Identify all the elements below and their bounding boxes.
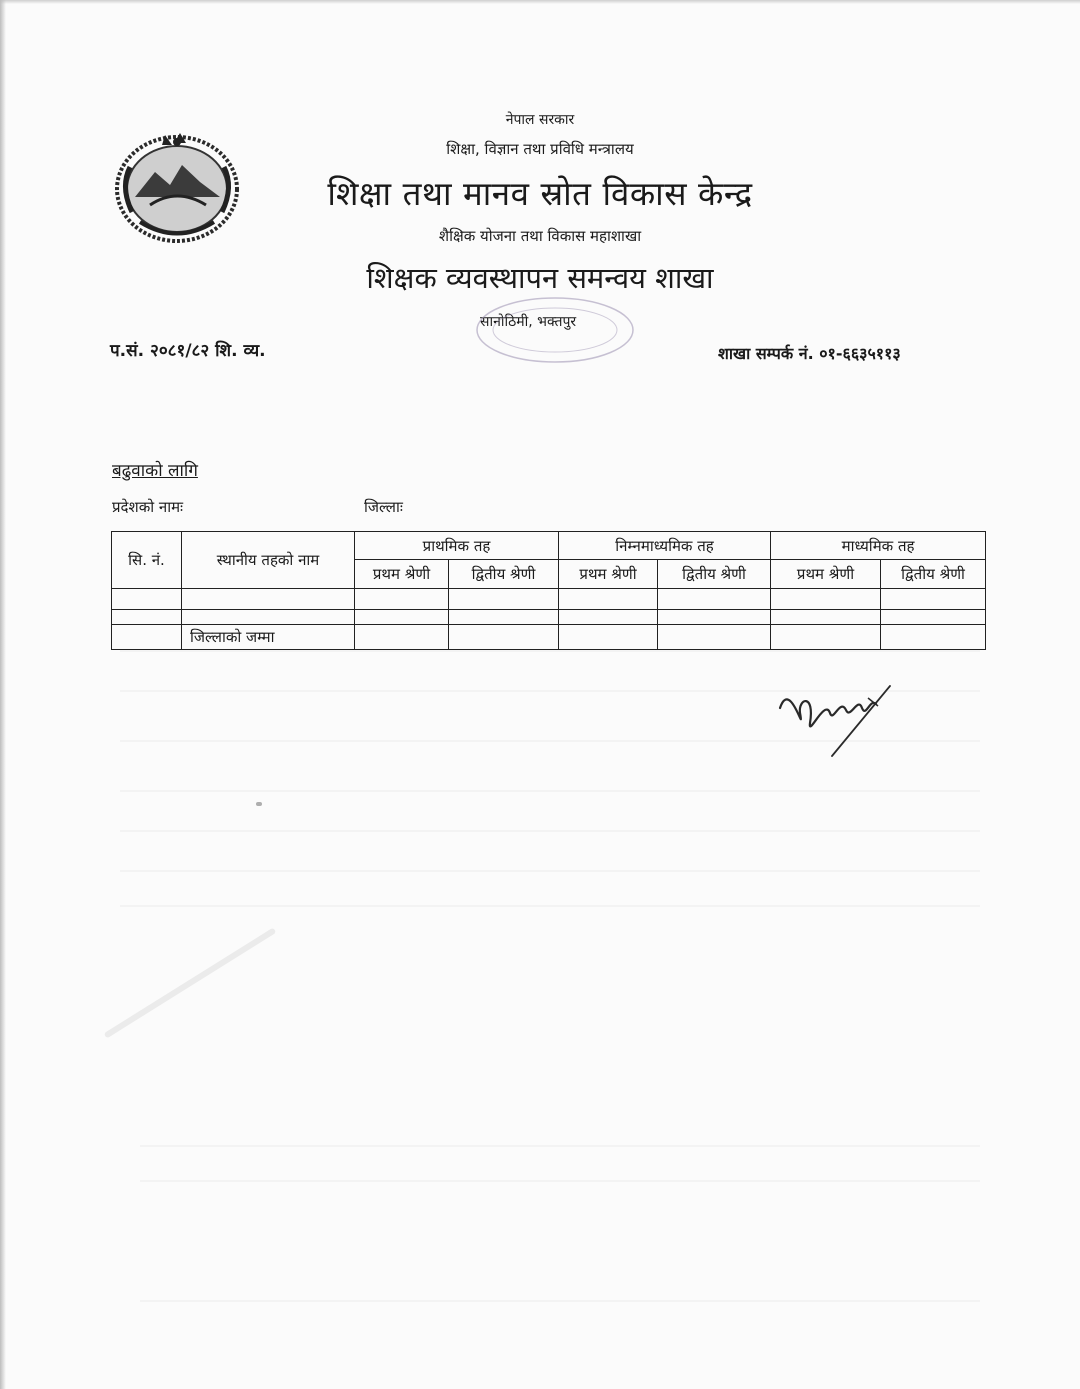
lower-secondary-first-class-header: प्रथम श्रेणी	[559, 560, 658, 589]
show-through-line	[120, 650, 980, 652]
secondary-header: माध्यमिक तह	[771, 532, 986, 560]
office-stamp	[470, 290, 640, 365]
show-through-line	[120, 905, 980, 907]
ink-speck	[256, 802, 262, 806]
secondary-second-class-header: द्वितीय श्रेणी	[881, 560, 986, 589]
scan-smudge	[104, 927, 277, 1038]
reference-number: प.सं. २०८१/८२ शि. व्य.	[110, 341, 266, 361]
show-through-line	[140, 1145, 980, 1147]
lower-secondary-second-class-header: द्वितीय श्रेणी	[658, 560, 771, 589]
form-heading: बढुवाको लागि	[112, 461, 198, 481]
show-through-line	[120, 790, 980, 792]
show-through-line	[120, 740, 980, 742]
show-through-line	[140, 1300, 980, 1302]
primary-first-class-header: प्रथम श्रेणी	[355, 560, 449, 589]
primary-level-header: प्राथमिक तह	[355, 532, 559, 560]
division-name: शैक्षिक योजना तथा विकास महाशाखा	[438, 227, 642, 245]
ministry-name: शिक्षा, विज्ञान तथा प्रविधि मन्त्रालय	[446, 140, 634, 158]
show-through-line	[120, 830, 980, 832]
district-total-label: जिल्लाको जम्मा	[182, 625, 355, 650]
office-address: सानोठिमी, भक्तपुर	[480, 314, 577, 330]
sn-header: सि. नं.	[112, 532, 182, 589]
center-title: शिक्षा तथा मानव स्रोत विकास केन्द्र	[327, 174, 753, 213]
section-name: शिक्षक व्यवस्थापन समन्वय शाखा	[366, 261, 714, 295]
table-row	[112, 589, 986, 610]
show-through-line	[140, 1180, 980, 1182]
promotion-table	[111, 531, 986, 650]
primary-second-class-header: द्वितीय श्रेणी	[449, 560, 559, 589]
lower-secondary-header: निम्नमाध्यमिक तह	[559, 532, 771, 560]
show-through-line	[120, 870, 980, 872]
page-edge-top	[0, 0, 1080, 4]
branch-contact-number: शाखा सम्पर्क नं. ०१-६६३५११३	[718, 344, 901, 363]
local-level-header: स्थानीय तहको नाम	[182, 532, 355, 589]
district-label: जिल्लाः	[364, 498, 403, 516]
show-through-line	[120, 690, 980, 692]
province-name-label: प्रदेशको नामः	[112, 498, 184, 516]
secondary-first-class-header: प्रथम श्रेणी	[771, 560, 881, 589]
district-total-row	[112, 625, 986, 650]
government-name: नेपाल सरकार	[505, 112, 575, 128]
table-row	[112, 610, 986, 625]
table-header-row	[112, 532, 986, 560]
handwritten-signature	[770, 668, 900, 760]
